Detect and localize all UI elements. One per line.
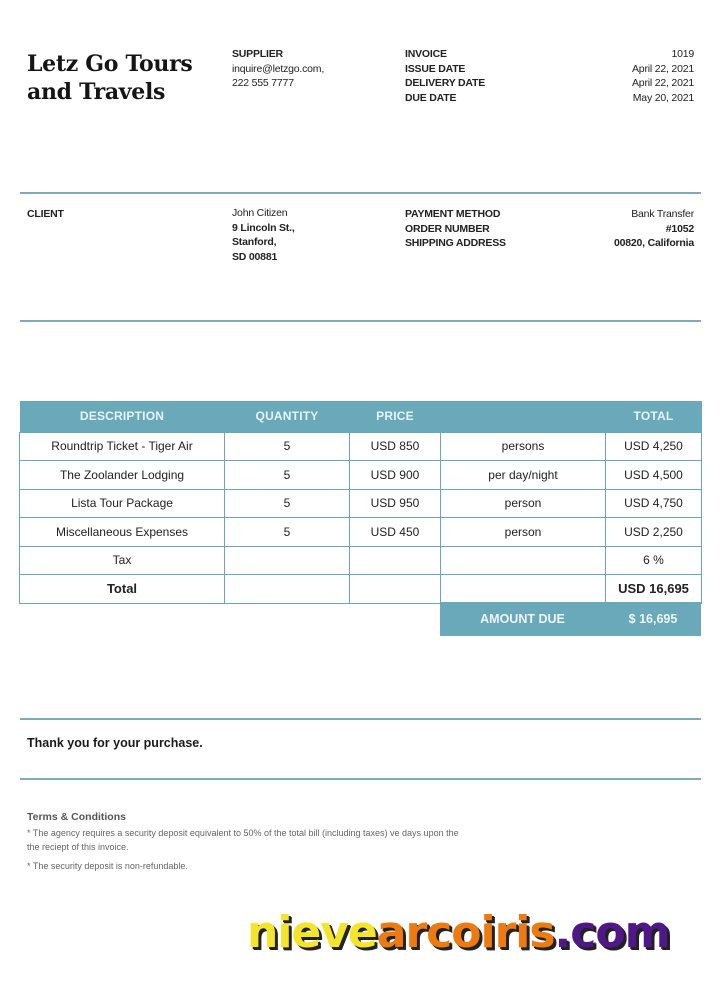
- cell-description: The Zoolander Lodging: [20, 461, 225, 490]
- watermark-logo: [247, 905, 669, 961]
- company-name-line2: and Travels: [27, 79, 166, 105]
- terms-line-3: * The security deposit is non-refundable.: [27, 861, 188, 871]
- watermark-part-1: nieve: [247, 907, 377, 958]
- cell-quantity: 5: [225, 461, 350, 490]
- company-name: [27, 50, 227, 106]
- company-name-line1: Letz Go Tours: [27, 51, 193, 77]
- client-street: 9 Lincoln St.,: [232, 221, 295, 234]
- cell-total: USD 4,750: [606, 489, 702, 518]
- cell-empty: [441, 546, 606, 575]
- total-row: [20, 575, 702, 604]
- cell-unit: person: [441, 489, 606, 518]
- client-label: CLIENT: [27, 208, 64, 220]
- supplier-phone: 222 555 7777: [232, 77, 294, 89]
- tax-label: Tax: [20, 546, 225, 575]
- supplier-block: [232, 47, 382, 91]
- thank-you-message: Thank you for your purchase.: [27, 736, 203, 750]
- client-address: [232, 206, 382, 264]
- terms-line-2: the reciept of this invoice.: [27, 842, 129, 852]
- payment-method-label: PAYMENT METHOD: [405, 208, 501, 220]
- cell-quantity: 5: [225, 518, 350, 547]
- cell-unit: person: [441, 518, 606, 547]
- cell-empty: [225, 546, 350, 575]
- cell-price: USD 950: [350, 489, 441, 518]
- cell-price: USD 900: [350, 461, 441, 490]
- delivery-date-value: April 22, 2021: [632, 77, 694, 89]
- supplier-label: SUPPLIER: [232, 48, 283, 60]
- column-header-description: DESCRIPTION: [20, 401, 225, 432]
- invoice-values: [560, 47, 694, 105]
- total-value: USD 16,695: [606, 575, 702, 604]
- client-name: John Citizen: [232, 207, 288, 219]
- cell-description: Miscellaneous Expenses: [20, 518, 225, 547]
- divider-top: [20, 192, 701, 194]
- watermark-part-2: arcoiris: [376, 907, 555, 958]
- tax-value: 6 %: [606, 546, 702, 575]
- divider-thanks-bottom: [20, 778, 701, 780]
- amount-due-label: AMOUNT DUE: [480, 612, 565, 626]
- total-label: Total: [20, 575, 225, 604]
- table-row: [20, 461, 702, 490]
- table-row: [20, 489, 702, 518]
- cell-empty: [350, 546, 441, 575]
- cell-empty: [441, 575, 606, 604]
- delivery-date-label: DELIVERY DATE: [405, 77, 486, 89]
- column-header-price: PRICE: [350, 401, 441, 432]
- order-number-label: ORDER NUMBER: [405, 222, 490, 235]
- shipping-address-value: 00820, California: [613, 237, 694, 249]
- cell-total: USD 4,250: [606, 432, 702, 461]
- issue-date-value: April 22, 2021: [632, 62, 694, 75]
- supplier-email: inquire@letzgo.com,: [232, 62, 325, 75]
- payment-method-value: Bank Transfer: [631, 208, 694, 220]
- column-header-unit: [441, 401, 606, 432]
- terms-title: Terms & Conditions: [27, 811, 126, 823]
- amount-due-bar: [440, 602, 701, 636]
- client-city: Stanford,: [232, 236, 277, 248]
- terms-line-1: * The agency requires a security deposit equivalent to 50% of the total bill (including taxes) ve days upon the: [27, 828, 459, 838]
- cell-price: USD 450: [350, 518, 441, 547]
- payment-values: [560, 207, 694, 251]
- cell-total: USD 2,250: [606, 518, 702, 547]
- column-header-total: TOTAL: [606, 401, 702, 432]
- column-header-quantity: QUANTITY: [225, 401, 350, 432]
- table-row: [20, 518, 702, 547]
- amount-due-value: $ 16,695: [628, 612, 678, 626]
- due-date-label: DUE DATE: [405, 91, 457, 104]
- cell-total: USD 4,500: [606, 461, 702, 490]
- cell-quantity: 5: [225, 489, 350, 518]
- invoice-labels: [405, 47, 545, 105]
- cell-quantity: 5: [225, 432, 350, 461]
- issue-date-label: ISSUE DATE: [405, 62, 466, 75]
- watermark-part-3: .com: [554, 907, 670, 958]
- cell-description: Lista Tour Package: [20, 489, 225, 518]
- cell-price: USD 850: [350, 432, 441, 461]
- line-items-table: [19, 401, 702, 604]
- invoice-number-value: 1019: [671, 48, 694, 60]
- cell-unit: per day/night: [441, 461, 606, 490]
- order-number-value: #1052: [665, 222, 694, 235]
- cell-description: Roundtrip Ticket - Tiger Air: [20, 432, 225, 461]
- client-postcode: SD 00881: [232, 250, 278, 263]
- table-header-row: [20, 401, 702, 432]
- tax-row: [20, 546, 702, 575]
- cell-unit: persons: [441, 432, 606, 461]
- due-date-value: May 20, 2021: [632, 91, 694, 104]
- divider-thanks-top: [20, 718, 701, 720]
- payment-labels: [405, 207, 555, 251]
- table-row: [20, 432, 702, 461]
- cell-empty: [225, 575, 350, 604]
- invoice-number-label: INVOICE: [405, 48, 447, 60]
- shipping-address-label: SHIPPING ADDRESS: [405, 237, 506, 249]
- divider-middle: [20, 320, 701, 322]
- cell-empty: [350, 575, 441, 604]
